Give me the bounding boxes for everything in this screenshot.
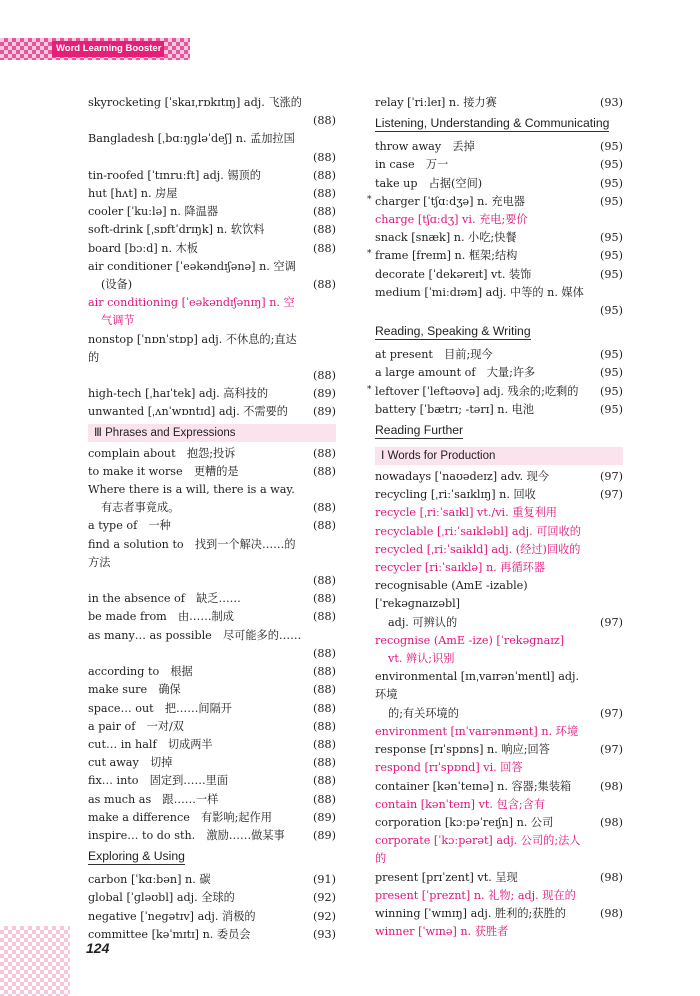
entry-text: tin-roofed [ˈtɪnruːft] adj. 锡顶的 bbox=[88, 168, 261, 182]
footer-pattern bbox=[0, 926, 70, 996]
page-ref: (88) bbox=[313, 205, 336, 219]
vocab-entry bbox=[88, 791, 336, 809]
vocab-entry bbox=[88, 926, 336, 944]
entry-text: respond [rɪˈspɒnd] vi. 回答 bbox=[375, 761, 523, 775]
entry-text: find a solution to 找到一个解决……的方法 bbox=[88, 537, 296, 569]
entry-text: in the absence of 缺乏…… bbox=[88, 592, 241, 606]
vocab-entry bbox=[375, 832, 623, 868]
page-ref: (88) bbox=[313, 792, 336, 806]
vocab-entry bbox=[375, 504, 623, 522]
entry-text: a pair of 一对/双 bbox=[88, 719, 184, 733]
vocab-entry bbox=[88, 754, 336, 772]
page-ref: (93) bbox=[313, 927, 336, 941]
entry-text: cooler [ˈkuːlə] n. 降温器 bbox=[88, 205, 219, 219]
vocab-entry bbox=[375, 887, 623, 905]
page-ref: (88) bbox=[313, 150, 336, 164]
entry-text: make a difference 有影响;起作用 bbox=[88, 810, 272, 824]
vocab-entry bbox=[88, 681, 336, 699]
entry-text: charger [ˈtʃɑːdʒə] n. 充电器 bbox=[375, 194, 525, 208]
vocab-entry bbox=[88, 718, 336, 736]
entry-continuation: (设备) bbox=[101, 278, 133, 292]
entry-text: charge [tʃɑːdʒ] vi. 充电;要价 bbox=[375, 213, 528, 227]
entry-text: response [rɪˈspɒns] n. 响应;回答 bbox=[375, 743, 550, 757]
page-ref: (88) bbox=[313, 610, 336, 624]
header-banner bbox=[0, 38, 190, 60]
section-heading-wrap bbox=[88, 845, 336, 871]
page-ref: (92) bbox=[313, 891, 336, 905]
page-ref: (88) bbox=[313, 278, 336, 292]
vocab-entry bbox=[375, 923, 623, 941]
page-ref: (95) bbox=[600, 267, 623, 281]
page-ref: (88) bbox=[313, 168, 336, 182]
vocab-entry bbox=[367, 247, 623, 265]
page-ref: (92) bbox=[313, 909, 336, 923]
vocab-entry bbox=[375, 284, 623, 320]
page-ref: (88) bbox=[313, 369, 336, 383]
vocab-entry bbox=[88, 294, 336, 330]
page-ref: (88) bbox=[313, 756, 336, 770]
section-heading: Exploring & Using bbox=[88, 849, 185, 864]
entry-text: contain [kənˈteɪn] vt. 包含;含有 bbox=[375, 797, 546, 811]
page-ref: (88) bbox=[313, 774, 336, 788]
section-heading: Reading, Speaking & Writing bbox=[375, 324, 531, 339]
page-ref: (88) bbox=[313, 241, 336, 255]
page-ref: (89) bbox=[313, 387, 336, 401]
vocab-entry bbox=[375, 741, 623, 759]
page-ref: (98) bbox=[600, 779, 623, 793]
page-ref: (88) bbox=[313, 646, 336, 660]
entry-text: recycling [ˌriːˈsaɪklɪŋ] n. 回收 bbox=[375, 488, 536, 502]
entry-text: corporation [kɔːpəˈreɪʃn] n. 公司 bbox=[375, 815, 554, 829]
vocab-entry bbox=[375, 211, 623, 229]
vocab-entry bbox=[88, 445, 336, 463]
vocab-entry bbox=[88, 663, 336, 681]
vocab-entry bbox=[375, 541, 623, 559]
page-ref: (88) bbox=[313, 574, 336, 588]
page-ref: (95) bbox=[600, 366, 623, 380]
page-ref: (88) bbox=[313, 223, 336, 237]
vocab-entry bbox=[375, 668, 623, 723]
entry-text: recycled [ˌriːˈsaikld] adj. (经过)回收的 bbox=[375, 542, 581, 556]
entry-text: as many… as possible 尽可能多的…… bbox=[88, 628, 302, 642]
entry-text: be made from 由……制成 bbox=[88, 610, 234, 624]
page-ref: (95) bbox=[600, 176, 623, 190]
vocab-entry bbox=[375, 759, 623, 777]
page-ref: (97) bbox=[600, 615, 623, 629]
page-ref: (97) bbox=[600, 470, 623, 484]
page-ref: (95) bbox=[600, 158, 623, 172]
page-ref: (89) bbox=[313, 405, 336, 419]
page-ref: (88) bbox=[313, 737, 336, 751]
subsection-band: Ⅲ Phrases and Expressions bbox=[88, 424, 336, 442]
left-column bbox=[88, 94, 336, 944]
vocab-entry bbox=[375, 814, 623, 832]
page-ref: (95) bbox=[600, 231, 623, 245]
vocab-entry bbox=[88, 871, 336, 889]
entry-text: high-tech [ˌhaɪˈtek] adj. 高科技的 bbox=[88, 387, 269, 401]
vocab-entry bbox=[88, 258, 336, 294]
vocab-entry bbox=[375, 523, 623, 541]
entry-text: as much as 跟……一样 bbox=[88, 792, 219, 806]
page-ref: (93) bbox=[600, 96, 623, 109]
vocab-entry bbox=[88, 331, 336, 386]
entry-text: air conditioner [ˈeəkəndɪʃənə] n. 空调 bbox=[88, 259, 296, 273]
entry-text: Bangladesh [ˌbɑːŋɡləˈdeʃ] n. 孟加拉国 bbox=[88, 132, 295, 146]
entry-text: winning [ˈwɪnɪŋ] adj. 胜利的;获胜的 bbox=[375, 906, 566, 920]
entry-text: frame [freɪm] n. 框架;结构 bbox=[375, 249, 518, 263]
vocab-entry bbox=[375, 346, 623, 364]
page-ref: (95) bbox=[600, 304, 623, 318]
vocab-entry bbox=[375, 905, 623, 923]
entry-text: present [ˈpreznt] n. 礼物; adj. 现在的 bbox=[375, 888, 576, 902]
vocab-entry bbox=[88, 94, 336, 130]
vocab-entry bbox=[375, 401, 623, 419]
page-ref: (97) bbox=[600, 488, 623, 502]
entry-text: recognisable (AmE -izable) [ˈrekəɡnaɪzəbl] bbox=[375, 579, 528, 611]
page-ref: (88) bbox=[313, 519, 336, 533]
entry-text: space… out 把……间隔开 bbox=[88, 701, 232, 715]
page-ref: (91) bbox=[313, 873, 336, 887]
page-ref: (95) bbox=[600, 402, 623, 416]
entry-text: board [bɔːd] n. 木板 bbox=[88, 241, 198, 255]
vocab-entry bbox=[375, 138, 623, 156]
vocab-entry bbox=[375, 869, 623, 887]
entry-text: skyrocketing [ˈskaɪˌrɒkɪtɪŋ] adj. 飞涨的 bbox=[88, 96, 302, 109]
entry-text: battery [ˈbætrɪ; -tərɪ] n. 电池 bbox=[375, 402, 534, 416]
vocab-entry bbox=[88, 203, 336, 221]
entry-text: recycle [ˌriːˈsaɪkl] vt./vi. 重复利用 bbox=[375, 506, 557, 520]
vocab-entry bbox=[375, 796, 623, 814]
section-heading: Listening, Understanding & Communicating bbox=[375, 116, 610, 131]
vocab-entry bbox=[88, 221, 336, 239]
entry-text: corporate [ˈkɔːpərət] adj. 公司的;法人的 bbox=[375, 834, 581, 866]
page-ref: (89) bbox=[313, 810, 336, 824]
page-ref: (97) bbox=[600, 706, 623, 720]
entry-continuation: 有志者事竟成。 bbox=[101, 501, 180, 515]
entry-text: cut away 切掉 bbox=[88, 756, 173, 770]
page-ref: (95) bbox=[600, 384, 623, 398]
entry-text: negative [ˈneɡətɪv] adj. 消极的 bbox=[88, 909, 256, 923]
entry-text: winner [ˈwɪnə] n. 获胜者 bbox=[375, 925, 509, 939]
star-icon: * bbox=[367, 194, 372, 205]
vocab-entry bbox=[88, 608, 336, 626]
page-ref: (98) bbox=[600, 815, 623, 829]
vocab-entry bbox=[375, 266, 623, 284]
vocab-entry bbox=[88, 827, 336, 845]
page-ref: (95) bbox=[600, 194, 623, 208]
entry-text: global [ˈɡləʊbl] adj. 全球的 bbox=[88, 891, 235, 905]
vocab-entry bbox=[88, 130, 336, 166]
entry-text: committee [kəˈmɪtɪ] n. 委员会 bbox=[88, 927, 251, 941]
page-ref: (95) bbox=[600, 249, 623, 263]
vocab-entry bbox=[375, 577, 623, 632]
vocab-entry bbox=[88, 481, 336, 517]
entry-text: container [kənˈteɪnə] n. 容器;集装箱 bbox=[375, 779, 572, 793]
vocab-entry bbox=[367, 193, 623, 211]
page-ref: (97) bbox=[600, 743, 623, 757]
vocab-entry bbox=[375, 156, 623, 174]
page-ref: (88) bbox=[313, 683, 336, 697]
page-ref: (98) bbox=[600, 870, 623, 884]
vocab-entry bbox=[88, 700, 336, 718]
page-ref: (88) bbox=[313, 592, 336, 606]
vocab-entry bbox=[375, 468, 623, 486]
entry-text: carbon [ˈkɑːbən] n. 碳 bbox=[88, 873, 211, 887]
vocab-entry bbox=[375, 723, 623, 741]
page-ref: (88) bbox=[313, 665, 336, 679]
section-heading-wrap bbox=[375, 419, 623, 445]
entry-text: a large amount of 大量;许多 bbox=[375, 366, 536, 380]
entry-text: recognise (AmE -ize) [ˈrekəɡnaɪz] bbox=[375, 633, 565, 647]
vocab-entry bbox=[375, 486, 623, 504]
page-ref: (88) bbox=[313, 464, 336, 478]
entry-text: nonstop [ˈnɒnˈstɒp] adj. 不休息的;直达的 bbox=[88, 332, 297, 364]
star-icon: * bbox=[367, 384, 372, 395]
page-ref: (88) bbox=[313, 701, 336, 715]
header-title: Word Learning Booster bbox=[52, 41, 164, 57]
vocab-entry bbox=[375, 229, 623, 247]
vocab-entry bbox=[375, 94, 623, 112]
vocab-entry bbox=[88, 463, 336, 481]
entry-text: recycler [riːˈsaɪklə] n. 再循环器 bbox=[375, 561, 546, 575]
page-ref: (89) bbox=[313, 828, 336, 842]
entry-text: complain about 抱怨;投诉 bbox=[88, 446, 236, 460]
page-ref: (88) bbox=[313, 114, 336, 128]
page-ref: (88) bbox=[313, 719, 336, 733]
vocab-entry bbox=[88, 240, 336, 258]
vocab-entry bbox=[375, 559, 623, 577]
entry-text: snack [snæk] n. 小吃;快餐 bbox=[375, 231, 517, 245]
entry-text: recyclable [ˌriːˈsaɪkləbl] adj. 可回收的 bbox=[375, 524, 581, 538]
entry-text: environment [ɪnˈvaɪrənmənt] n. 环境 bbox=[375, 724, 579, 738]
page-ref: (95) bbox=[600, 348, 623, 362]
page-ref: (95) bbox=[600, 140, 623, 154]
entry-continuation: vt. 辨认;识别 bbox=[388, 652, 455, 666]
page-ref: (88) bbox=[313, 501, 336, 515]
vocab-entry bbox=[375, 364, 623, 382]
star-icon: * bbox=[367, 249, 372, 260]
vocab-entry bbox=[88, 185, 336, 203]
vocab-entry bbox=[88, 385, 336, 403]
vocab-entry bbox=[88, 403, 336, 421]
vocab-entry bbox=[88, 517, 336, 535]
entry-text: cut… in half 切成两半 bbox=[88, 737, 213, 751]
entry-text: inspire… to do sth. 激励……做某事 bbox=[88, 828, 285, 842]
entry-text: soft-drink [ˌsɒftˈdrɪŋk] n. 软饮料 bbox=[88, 223, 265, 237]
entry-text: decorate [ˈdekəreɪt] vt. 装饰 bbox=[375, 267, 532, 281]
right-column bbox=[367, 94, 623, 941]
entry-text: nowadays [ˈnaʊədeɪz] adv. 现今 bbox=[375, 470, 549, 484]
vocab-entry bbox=[375, 632, 623, 668]
entry-text: air conditioning [ˈeəkəndɪʃənɪŋ] n. 空 bbox=[88, 296, 295, 310]
entry-text: medium [ˈmiːdɪəm] adj. 中等的 n. 媒体 bbox=[375, 285, 584, 299]
entry-continuation: adj. 可辨认的 bbox=[388, 615, 458, 629]
vocab-entry bbox=[88, 889, 336, 907]
entry-text: a type of 一种 bbox=[88, 519, 171, 533]
vocab-entry bbox=[88, 590, 336, 608]
section-heading: Reading Further bbox=[375, 423, 464, 438]
vocab-entry bbox=[88, 736, 336, 754]
vocab-entry bbox=[88, 536, 336, 591]
entry-text: present [prɪˈzent] vt. 呈现 bbox=[375, 870, 518, 884]
vocab-entry bbox=[88, 772, 336, 790]
entry-text: hut [hʌt] n. 房屋 bbox=[88, 187, 178, 201]
vocab-entry bbox=[88, 167, 336, 185]
vocab-entry bbox=[367, 383, 623, 401]
entry-text: environmental [ɪnˌvaɪrənˈmentl] adj. 环境 bbox=[375, 670, 580, 702]
section-heading-wrap bbox=[375, 320, 623, 346]
entry-text: at present 目前;现今 bbox=[375, 348, 493, 362]
page-ref: (98) bbox=[600, 906, 623, 920]
vocab-entry bbox=[375, 175, 623, 193]
entry-text: to make it worse 更糟的是 bbox=[88, 464, 239, 478]
entry-text: Where there is a will, there is a way. bbox=[88, 483, 295, 497]
page-ref: (88) bbox=[313, 446, 336, 460]
section-heading-wrap bbox=[375, 112, 623, 138]
entry-text: relay [ˈriːleɪ] n. 接力赛 bbox=[375, 96, 497, 109]
entry-text: take up 占据(空间) bbox=[375, 176, 483, 190]
page-ref: (88) bbox=[313, 187, 336, 201]
vocab-entry bbox=[88, 627, 336, 663]
entry-text: unwanted [ˌʌnˈwɒntɪd] adj. 不需要的 bbox=[88, 405, 288, 419]
entry-text: throw away 丢掉 bbox=[375, 140, 475, 154]
entry-text: fix… into 固定到……里面 bbox=[88, 774, 229, 788]
entry-continuation: 的;有关环境的 bbox=[388, 706, 459, 720]
entry-text: leftover [ˈleftəʊvə] adj. 残余的;吃剩的 bbox=[375, 384, 579, 398]
subsection-band: Ⅰ Words for Production bbox=[375, 447, 623, 465]
vocab-entry bbox=[375, 778, 623, 796]
entry-text: in case 万一 bbox=[375, 158, 449, 172]
entry-text: according to 根据 bbox=[88, 665, 193, 679]
page-number: 124 bbox=[86, 940, 110, 956]
entry-text: make sure 确保 bbox=[88, 683, 181, 697]
entry-continuation: 气调节 bbox=[101, 314, 135, 328]
vocab-entry bbox=[88, 908, 336, 926]
vocab-entry bbox=[88, 809, 336, 827]
